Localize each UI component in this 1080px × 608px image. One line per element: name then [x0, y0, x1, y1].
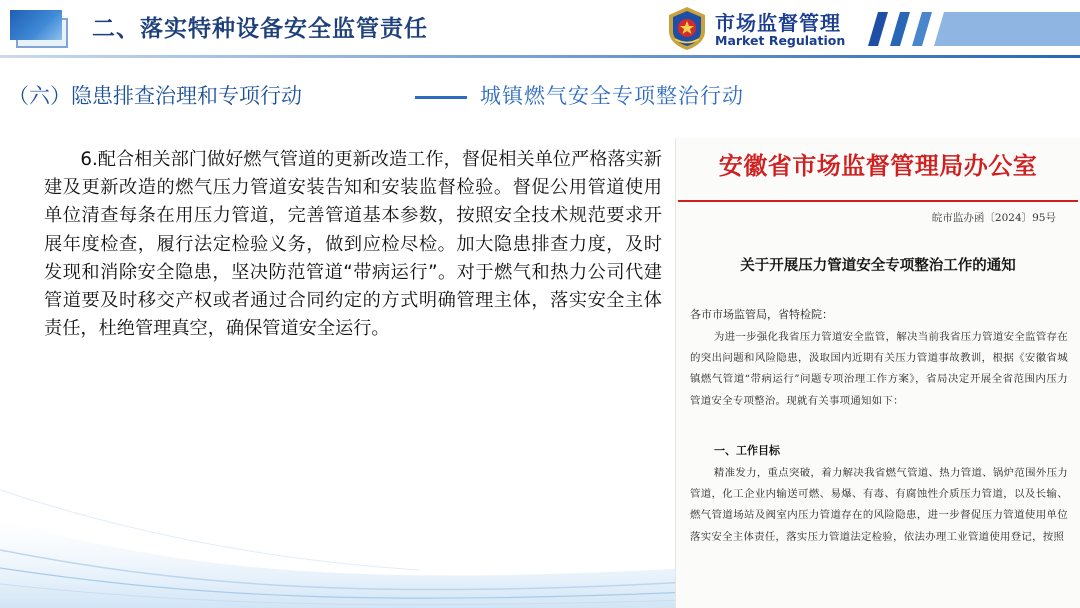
document-number: 皖市监办函〔2024〕95号 — [931, 212, 1056, 224]
document-paragraph-1: 为进一步强化我省压力管道安全监管，解决当前我省压力管道安全监管存在的突出问题和风险隐患，汲取国内近期有关压力管道事故教训，根据《安徽省城镇燃气管道“带病运行”问题专项治理工作方案》，省局决定开展全省范围内压力管道安全专项整治。现就有关事项通知如下： — [690, 331, 1068, 407]
document-paragraph-2: 精准发力，重点突破，着力解决我省燃气管道、热力管道、锅炉范围外压力管道，化工企业内输送可燃、易爆、有毒、有腐蚀性介质压力管道，以及长输、燃气管道场站及阀室内压力管道存在的风险隐患，进一步督促压力管道使用单位落实安全主体责任，落实压力管道法定检验，依法办理工业管道使用登记，按照 — [690, 467, 1068, 543]
document-issuer-header: 安徽省市场监督管理局办公室 — [718, 151, 1038, 180]
logo-name-en: Market Regulation — [715, 33, 846, 48]
logo-name-cn: 市场监督管理 — [715, 11, 841, 35]
header-stripes-decoration — [868, 12, 1080, 46]
body-paragraph: 6.配合相关部门做好燃气管道的更新改造工作，督促相关单位严格落实新建及更新改造的燃气压力管道安装告知和安装监督检验。督促公用管道使用单位清查每条在用压力管道，完善管道基本参数，按照安全技术规范要求开展年度检查，履行法定检验义务，做到应检尽检。加大隐患排查力度，及时发现和消除安全隐患，坚决防范管道“带病运行”。对于燃气和热力公司代建管道要及时移交产权或者通过合同约定的方式明确管理主体，落实安全主体责任，杜绝管理真空，确保管道安全运行。 — [44, 149, 662, 340]
subsection-topic: 城镇燃气安全专项整治行动 — [480, 84, 744, 108]
document-red-line — [678, 200, 1078, 202]
wave-decoration — [0, 450, 690, 608]
document-salutation: 各市市场监管局，省特检院： — [690, 308, 833, 321]
subsection-title: （六）隐患排查治理和专项行动 — [8, 84, 302, 108]
document-image — [676, 138, 1080, 608]
header-divider — [0, 55, 1080, 58]
document-title: 关于开展压力管道安全专项整治工作的通知 — [740, 257, 1016, 274]
slide-marker-icon — [10, 10, 68, 48]
section-title: 二、落实特种设备安全监管责任 — [92, 15, 428, 42]
market-regulation-logo — [665, 5, 865, 53]
market-regulation-emblem-icon — [665, 5, 709, 51]
subtitle-dash-divider — [415, 96, 467, 99]
document-heading-1: 一、工作目标 — [714, 444, 780, 457]
